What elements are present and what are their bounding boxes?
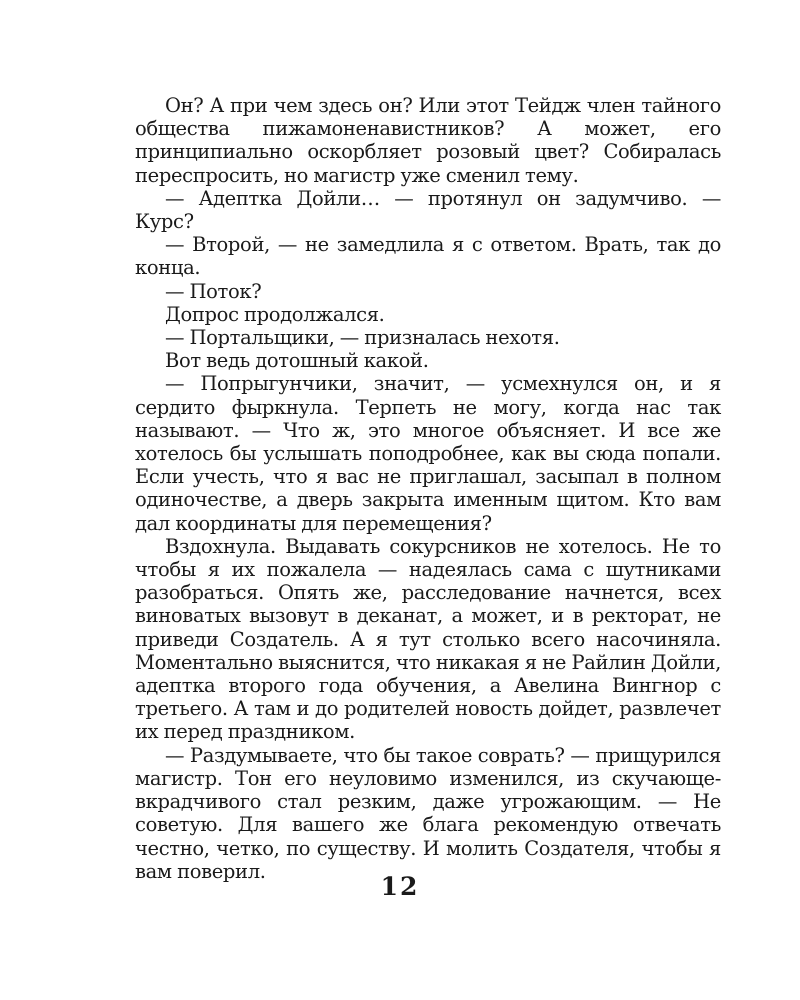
paragraph: Вот ведь дотошный какой. <box>165 349 429 373</box>
paragraph: — Поток? <box>165 279 262 303</box>
paragraph: — Второй, — не замедлила я с ответом. Врать, так до конца. <box>135 233 721 280</box>
paragraph: Вздохнула. Выдавать сокурсников не хотелось. Не то чтобы я их пожалела — надеялась сама с шутниками разобраться. Опять же, расследование начнется, всех виноватых вызовут в деканат, а может, и в ректорат, не приведи Создатель. А я тут столько всего насочиняла. Моментально выяснится, что никакая я не Райлин Дойли, адептка второго года обучения, а Авелина Вингнор с третьего. А там и до родителей новость дойдет, развлечет их перед праздником. <box>135 534 721 744</box>
paragraph: — Адептка Дойли… — протянул он задумчиво. — Курс? <box>135 186 721 234</box>
page-number: 12 <box>380 872 420 901</box>
paragraph: Он? А при чем здесь он? Или этот Тейдж член тайного общества пижамоненавистников? А может, его принципиально оскорбляет розовый цвет? Собиралась переспросить, но магистр уже сменил тему. <box>135 94 721 187</box>
paragraph: — Попрыгунчики, значит, — усмехнулся он, и я сердито фыркнула. Терпеть не могу, когда нас так называют. — Что ж, это многое объясняет. И все же хотелось бы услышать поподробнее, как вы сюда попали. Если учесть, что я вас не приглашал, засыпал в полном одиночестве, а дверь закрыта именным щитом. Кто вам дал координаты для перемещения? <box>135 372 721 535</box>
body-text <box>135 94 721 883</box>
paragraph: — Портальщики, — призналась нехотя. <box>165 326 560 350</box>
paragraph: Допрос продолжался. <box>165 302 385 326</box>
paragraph: — Раздумываете, что бы такое соврать? — прищурился магистр. Тон его неуловимо изменился, из скучающе-вкрадчивого стал резким, даже угрожающим. — Не советую. Для вашего же блага рекомендую отвечать честно, четко, по существу. И молить Создателя, чтобы я вам поверил. <box>135 743 721 883</box>
